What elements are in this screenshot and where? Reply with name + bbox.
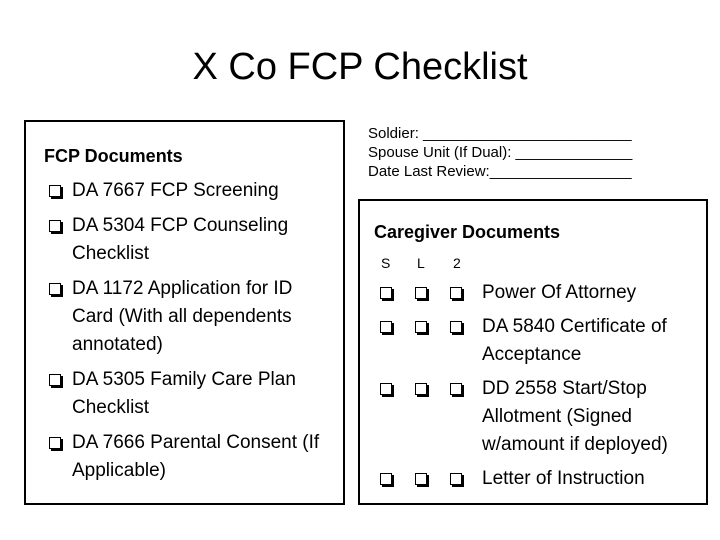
list-item (46, 429, 338, 485)
list-item (378, 375, 708, 459)
checkbox-group (378, 321, 478, 335)
fcp-documents-heading: FCP Documents (44, 146, 183, 166)
list-item (46, 177, 338, 205)
checkbox-s[interactable] (380, 287, 392, 299)
item-label: Letter of Instruction (482, 468, 645, 489)
caregiver-documents-box (358, 199, 708, 505)
checkbox-s[interactable] (380, 321, 392, 333)
soldier-info-block (368, 124, 632, 181)
checkbox-2[interactable] (450, 287, 462, 299)
soldier-field[interactable]: Soldier: _________________________ (368, 125, 632, 142)
checkbox-l[interactable] (415, 287, 427, 299)
column-headers (380, 254, 500, 274)
item-label: DA 1172 Application for ID Card (With all dependents annotated) (72, 278, 293, 355)
caregiver-documents-heading: Caregiver Documents (374, 222, 561, 242)
checkbox[interactable] (49, 220, 61, 232)
checkbox-l[interactable] (415, 383, 427, 395)
list-item (378, 279, 708, 307)
item-label: DD 2558 Start/Stop Allotment (Signed w/amount if deployed) (482, 378, 668, 455)
list-item (378, 313, 708, 369)
checkbox-group (378, 473, 478, 487)
checkbox-group (378, 383, 478, 397)
item-label: DA 7667 FCP Screening (72, 180, 279, 201)
fcp-documents-list (46, 177, 338, 492)
list-item (46, 275, 338, 359)
item-label: DA 5304 FCP Counseling Checklist (72, 215, 289, 264)
checkbox[interactable] (49, 283, 61, 295)
page-title: X Co FCP Checklist (192, 46, 528, 88)
column-header-s: S (381, 255, 391, 271)
caregiver-documents-list (378, 279, 708, 499)
date-last-review-field[interactable]: Date Last Review:_________________ (368, 163, 632, 180)
item-label: Power Of Attorney (482, 282, 637, 303)
checkbox-s[interactable] (380, 383, 392, 395)
checkbox-s[interactable] (380, 473, 392, 485)
checkbox-2[interactable] (450, 473, 462, 485)
column-header-l: L (417, 255, 425, 271)
checkbox-2[interactable] (450, 321, 462, 333)
list-item (46, 366, 338, 422)
column-header-2: 2 (453, 255, 461, 271)
fcp-documents-box (24, 120, 345, 505)
item-label: DA 7666 Parental Consent (If Applicable) (72, 432, 320, 481)
list-item (378, 465, 708, 493)
checkbox-l[interactable] (415, 473, 427, 485)
checkbox-l[interactable] (415, 321, 427, 333)
checkbox-2[interactable] (450, 383, 462, 395)
spouse-unit-field[interactable]: Spouse Unit (If Dual): ______________ (368, 144, 633, 161)
checkbox-group (378, 287, 478, 301)
item-label: DA 5305 Family Care Plan Checklist (72, 369, 296, 418)
item-label: DA 5840 Certificate of Acceptance (482, 316, 667, 365)
checkbox[interactable] (49, 437, 61, 449)
list-item (46, 212, 338, 268)
checkbox[interactable] (49, 374, 61, 386)
checkbox[interactable] (49, 185, 61, 197)
